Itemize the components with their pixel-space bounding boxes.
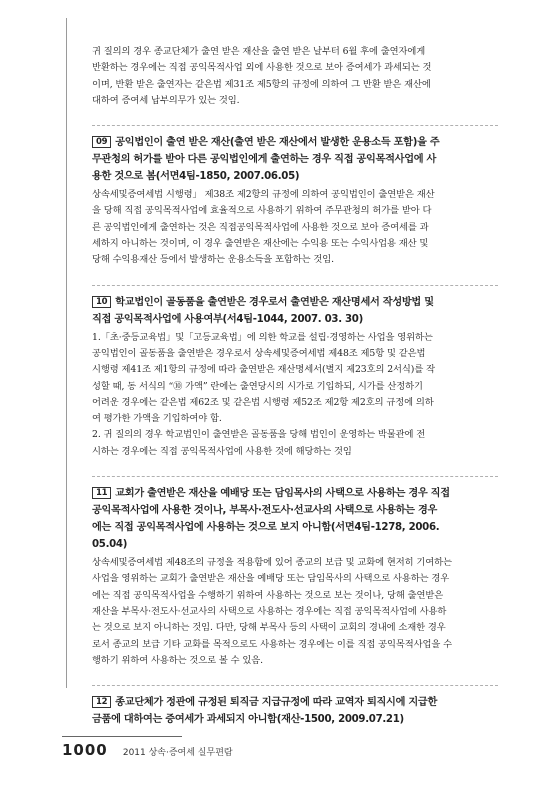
body-line: 는 것으로 보지 아니하는 것임. 다만, 당해 부목사 등의 사택이 교회의 경내에 소재한 경우 bbox=[92, 622, 446, 634]
section-heading bbox=[92, 694, 498, 728]
body-line: 어려운 경우에는 같은법 제62조 및 같은법 시행령 제52조 제2항 제2호의 규정에 의하 bbox=[92, 396, 434, 408]
body-line: 여 평가한 가액을 기입하여야 함. bbox=[92, 413, 222, 425]
section-heading bbox=[92, 485, 498, 553]
body-line: 상속세및증여세법 시행령」 제38조 제2항의 규정에 의하여 공익법인이 출연받은 재산 bbox=[92, 189, 435, 201]
section-11 bbox=[92, 476, 498, 669]
body-line: 을 당해 직접 공익목적사업에 효율적으로 사용하기 위하여 주무관청의 허가를 받아 다 bbox=[92, 205, 432, 217]
document-page bbox=[92, 44, 498, 730]
section-divider bbox=[92, 285, 498, 286]
section-body bbox=[92, 187, 498, 268]
body-line: 세하지 아니하는 것이며, 이 경우 출연받은 재산에는 수익용 또는 수익사업용 재산 및 bbox=[92, 238, 429, 250]
intro-line: 대하여 증여세 납부의무가 있는 것임. bbox=[92, 94, 240, 106]
heading-line: 종교단체가 정관에 규정된 퇴직금 지급규정에 따라 교역자 퇴직시에 지급한 bbox=[115, 697, 437, 709]
section-body bbox=[92, 555, 498, 669]
section-number-badge: 09 bbox=[92, 136, 111, 148]
body-line: 시하는 경우에는 직접 공익목적사업에 사용한 것에 해당하는 것임 bbox=[92, 445, 352, 457]
heading-line: 05.04) bbox=[92, 539, 128, 551]
heading-line: 공익법인이 출연 받은 재산(출연 받은 재산에서 발생한 운용소득 포함)을 주 bbox=[115, 137, 440, 149]
body-line: 시행령 제41조 제1항의 규정에 따라 출연받은 재산명세서(별지 제23호의 2서식)를 작 bbox=[92, 364, 435, 376]
intro-line: 반환하는 경우에는 직접 공익목적사업 외에 사용한 것으로 보아 증여세가 과세되는 것 bbox=[92, 62, 432, 74]
section-10 bbox=[92, 285, 498, 460]
section-divider bbox=[92, 476, 498, 477]
body-line: 른 공익법인에게 출연하는 것은 직접공익목적사업에 사용한 것으로 보아 증여세를 과 bbox=[92, 221, 429, 233]
intro-line: 이며, 반환 받은 출연자는 같은법 제31조 제5항의 규정에 의하여 그 반환 받은 재산에 bbox=[92, 78, 431, 90]
section-divider bbox=[92, 685, 498, 686]
body-line: 공익법인이 골동품을 출연받은 경우로서 상속세및증여세법 제48조 제5항 및 같은법 bbox=[92, 347, 426, 359]
section-heading bbox=[92, 134, 498, 185]
section-number-badge: 12 bbox=[92, 696, 111, 708]
section-12 bbox=[92, 685, 498, 728]
body-line: 행하기 위하여 사용하는 것으로 볼 수 있음. bbox=[92, 654, 263, 666]
page-number: 1000 bbox=[62, 741, 108, 759]
body-line: 사업을 영위하는 교회가 출연받은 재산을 예배당 또는 담임목사의 사택으로 사용하는 경우 bbox=[92, 573, 450, 585]
body-line: 재산을 부목사·전도사·선교사의 사택으로 사용하는 경우에는 직접 공익목적사업에 사용하 bbox=[92, 605, 447, 617]
heading-line: 금품에 대하여는 증여세가 과세되지 아니함(재산-1500, 2009.07.21) bbox=[92, 714, 404, 726]
intro-line: 귀 질의의 경우 종교단체가 출연 받은 재산을 출연 받은 날부터 6월 후에 출연자에게 bbox=[92, 46, 426, 57]
heading-line: 교회가 출연받은 재산을 예배당 또는 담임목사의 사택으로 사용하는 경우 직접 bbox=[115, 488, 450, 500]
heading-line: 공익목적사업에 사용한 것이나, 부목사·전도사·선교사의 사택으로 사용하는 경우 bbox=[92, 505, 438, 517]
body-line: 성할 때, 동 서식의 “⑩ 가액” 란에는 출연당시의 시가로 기입하되, 시가를 산정하기 bbox=[92, 380, 423, 392]
heading-line: 학교법인이 골동품을 출연받은 경우로서 출연받은 재산명세서 작성방법 및 bbox=[115, 296, 434, 308]
section-09 bbox=[92, 125, 498, 268]
section-heading bbox=[92, 294, 498, 328]
heading-line: 무관청의 허가를 받아 다른 공익법인에게 출연하는 경우 직접 공익목적사업에 사 bbox=[92, 154, 437, 166]
body-line: 당해 수익용재산 등에서 발생하는 운용소득을 포함하는 것임. bbox=[92, 254, 335, 266]
intro-paragraph bbox=[92, 44, 498, 109]
body-line: 에는 직접 공익목적사업을 수행하기 위하여 사용하는 것으로 보는 것이나, 당해 출연받은 bbox=[92, 589, 444, 601]
page-footer bbox=[62, 740, 233, 759]
body-line: 로서 종교의 보급 기타 교화를 목적으로도 사용하는 경우에는 이를 직접 공익목적사업을 수 bbox=[92, 638, 452, 650]
margin-rule bbox=[66, 18, 67, 688]
section-divider bbox=[92, 125, 498, 126]
body-line: 상속세및증여세법 제48조의 규정을 적용함에 있어 종교의 보급 및 교화에 현저히 기여하는 bbox=[92, 557, 452, 569]
heading-line: 용한 것으로 봄(서면4팀-1850, 2007.06.05) bbox=[92, 171, 300, 183]
footer-rule bbox=[62, 736, 182, 737]
book-title: 2011 상속·증여세 실무편람 bbox=[122, 748, 233, 758]
section-number-badge: 10 bbox=[92, 296, 111, 308]
section-body bbox=[92, 330, 498, 460]
section-number-badge: 11 bbox=[92, 487, 111, 499]
body-line: 2. 귀 질의의 경우 학교법인이 출연받은 골동품을 당해 법인이 운영하는 박물관에 전 bbox=[92, 429, 426, 441]
heading-line: 직접 공익목적사업에 사용여부(서4팀-1044, 2007. 03. 30) bbox=[92, 313, 363, 325]
heading-line: 에는 직접 공익목적사업에 사용하는 것으로 보지 아니함(서면4팀-1278, 2006. bbox=[92, 522, 440, 534]
body-line: 1.「초·중등교육법」및「고등교육법」에 의한 학교를 설립·경영하는 사업을 영위하는 bbox=[92, 331, 433, 343]
